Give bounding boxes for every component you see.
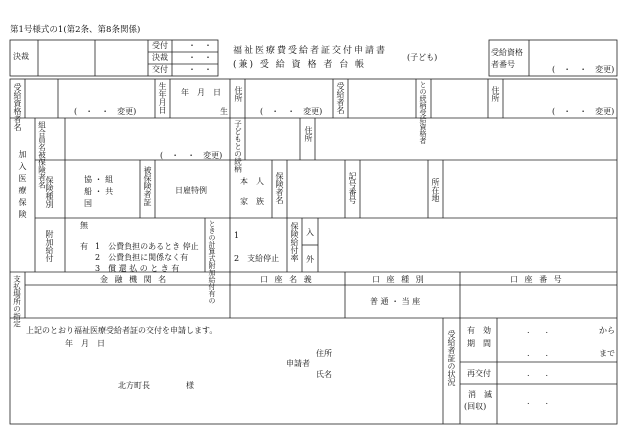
rate-in: 入 bbox=[306, 228, 314, 237]
benefit-exists: 有 bbox=[80, 242, 88, 251]
benefit-item-1: 1 公費負担のあるとき 停止 bbox=[95, 242, 199, 251]
location-label: 所在地 bbox=[431, 178, 440, 202]
approval-box bbox=[10, 40, 218, 76]
account-type-label: 口 座 種 別 bbox=[372, 275, 426, 284]
payment-label: 支払場所の指定 bbox=[12, 275, 22, 328]
status-revoked: 消 滅 bbox=[468, 390, 492, 399]
address2-change: ( ・ ・ 変更) bbox=[552, 107, 615, 116]
insurer-name-label: 保険者名 bbox=[275, 172, 284, 204]
application-date: 年 月 日 bbox=[65, 339, 105, 348]
approval-kessai-label: 決裁 bbox=[13, 52, 29, 61]
status-period: 期 間 bbox=[467, 339, 491, 348]
account-type-values: 普 通 ・ 当 座 bbox=[370, 297, 421, 306]
approval-date-2: ・ ・ bbox=[188, 53, 212, 62]
insurance-address-label: 住所 bbox=[304, 126, 313, 142]
birth-label: 生年月日 bbox=[158, 82, 167, 114]
address2-label: 住所 bbox=[491, 86, 500, 102]
approval-issued: 交付 bbox=[152, 65, 168, 74]
account-number-label: 口 座 番 号 bbox=[510, 275, 564, 284]
calc-1: 1 bbox=[234, 231, 240, 240]
type-koku: 国 bbox=[84, 199, 92, 208]
approval-date-1: ・ ・ bbox=[188, 41, 212, 50]
form-subtitle: (兼) 受 給 資 格 者 台 帳 bbox=[233, 60, 367, 70]
rate-out: 外 bbox=[306, 255, 314, 264]
special-label: 日雇特例 bbox=[175, 186, 207, 195]
application-statement: 上記のとおり福祉医療受給者証の交付を申請します。 bbox=[26, 326, 218, 335]
benefit-label: 附加給付 bbox=[45, 230, 54, 262]
recipient-name-label: 受給者名 bbox=[336, 82, 345, 114]
mayor-sama: 様 bbox=[186, 381, 194, 390]
type-label: 保険種別 bbox=[45, 176, 54, 208]
qualified-label: 受給資格者名 bbox=[13, 83, 22, 131]
applicant-label: 申請者 bbox=[286, 359, 310, 368]
symbol-label: 記号番号 bbox=[348, 172, 357, 204]
insurance-section-label: 加入医療保険 bbox=[18, 150, 27, 222]
union-change: ( ・ ・ 変更) bbox=[160, 151, 223, 160]
recipient-number-label: 受給資格者番号 bbox=[491, 48, 523, 69]
bank-label: 金 融 機 関 名 bbox=[100, 275, 169, 284]
approval-received: 受付 bbox=[152, 41, 168, 50]
status-from-dots: . . bbox=[527, 326, 549, 335]
status-reissue-dots: . . bbox=[527, 369, 549, 378]
status-to: まで bbox=[599, 349, 615, 358]
benefit-item-3: 3 償 還 払 の と き 有 bbox=[95, 264, 180, 273]
status-valid: 有 効 bbox=[467, 326, 491, 335]
insured-card-label: 被保険者証 bbox=[143, 166, 152, 206]
status-revoked-dots: . . bbox=[527, 397, 549, 406]
main-frame bbox=[10, 79, 617, 424]
calc-2: 2 支給停止 bbox=[234, 254, 280, 263]
form-title: 福祉医療費受給者証交付申請書 bbox=[233, 46, 388, 56]
address-label: 住所 bbox=[234, 86, 243, 102]
form-number: 第1号様式の1(第2条、第8条関係) bbox=[10, 25, 141, 35]
rate-label: 保険給付率 bbox=[290, 222, 299, 262]
status-reissue: 再交付 bbox=[467, 369, 491, 378]
family-label: 家 族 bbox=[240, 197, 264, 206]
mayor-label: 北方町長 bbox=[118, 381, 150, 390]
qualified-change: ( ・ ・ 変更) bbox=[74, 107, 137, 116]
principal-label: 本 人 bbox=[240, 177, 264, 186]
child-label: (子ども) bbox=[407, 53, 438, 62]
address-change: ( ・ ・ 変更) bbox=[260, 107, 323, 116]
status-from: から bbox=[599, 326, 615, 335]
type-kyo: 協 ・ 組 bbox=[84, 175, 114, 184]
union-label: 組合員名被保険者名 bbox=[37, 121, 47, 189]
calc-label: ときの計算式附加給付有の bbox=[208, 220, 216, 304]
type-sen: 船 ・ 共 bbox=[84, 187, 114, 196]
status-label: 受給者証の状況 bbox=[447, 330, 456, 386]
benefit-none: 無 bbox=[80, 221, 88, 230]
status-recovered: (回収) bbox=[464, 402, 487, 411]
birth-value: 年 月 日 bbox=[181, 88, 221, 97]
status-to-dots: . . bbox=[527, 349, 549, 358]
benefit-item-2: 2 公費負担に関係なく有 bbox=[95, 253, 189, 262]
applicant-name: 氏名 bbox=[316, 370, 332, 379]
child-relation-label: 子どもとの続柄 bbox=[233, 120, 243, 173]
recipient-change: ( ・ ・ 変更) bbox=[552, 65, 615, 74]
approval-decided: 決裁 bbox=[152, 53, 168, 62]
applicant-address: 住所 bbox=[316, 349, 332, 358]
relation-label: との続柄受給資格者 bbox=[419, 81, 427, 144]
approval-date-3: ・ ・ bbox=[188, 65, 212, 74]
account-name-label: 口 座 名 義 bbox=[260, 275, 314, 284]
birth-suffix: 生 bbox=[220, 107, 228, 116]
